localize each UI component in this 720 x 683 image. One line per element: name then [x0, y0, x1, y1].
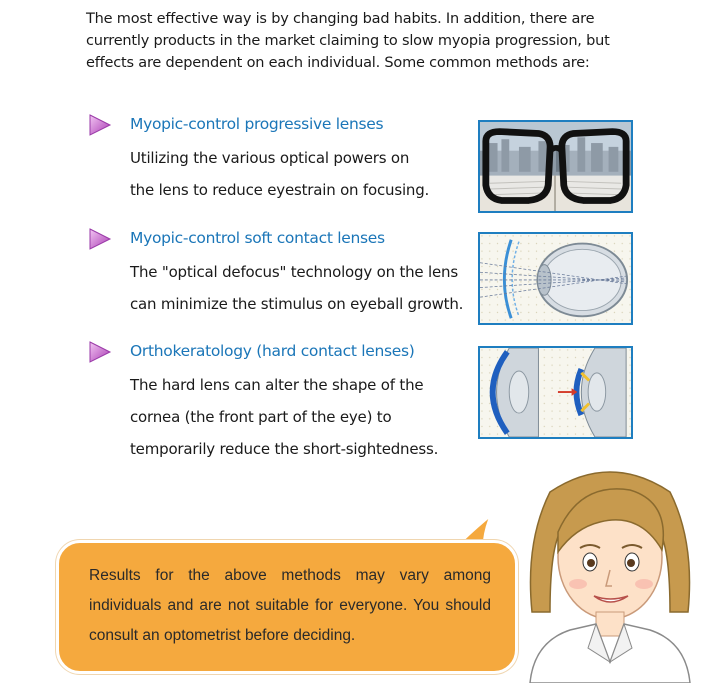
method-description: Utilizing the various optical powers on the lens to reduce eyestrain on focusing.	[130, 149, 430, 199]
advice-speech-bubble	[56, 540, 518, 674]
method-title: Orthokeratology (hard contact lenses)	[130, 342, 415, 360]
method-progressive-lenses	[88, 112, 478, 206]
play-triangle-icon	[88, 228, 112, 250]
advice-text: Results for the above methods may vary among individuals and are not suitable for everyone. You should consult an optometrist before deciding.	[89, 567, 491, 644]
cornea-diagram	[478, 346, 633, 439]
method-orthokeratology	[88, 339, 478, 465]
intro-text: The most effective way is by changing bad habits. In addition, there are currently products in the market claiming to slow myopia progression, but effects are dependent on each individual. Some common methods are:	[86, 11, 610, 71]
method-soft-contact-lenses	[88, 226, 478, 320]
cartoon-woman-illustration	[520, 462, 700, 683]
method-description: The hard lens can alter the shape of the cornea (the front part of the eye) to temporarily reduce the short-sightedness.	[130, 376, 439, 458]
method-title: Myopic-control soft contact lenses	[130, 229, 385, 247]
play-triangle-icon	[88, 114, 112, 136]
glasses-photo	[478, 120, 633, 213]
method-title: Myopic-control progressive lenses	[130, 115, 384, 133]
play-triangle-icon	[88, 341, 112, 363]
method-description: The "optical defocus" technology on the lens can minimize the stimulus on eyeball growth.	[130, 263, 464, 313]
eye-defocus-diagram	[478, 232, 633, 325]
